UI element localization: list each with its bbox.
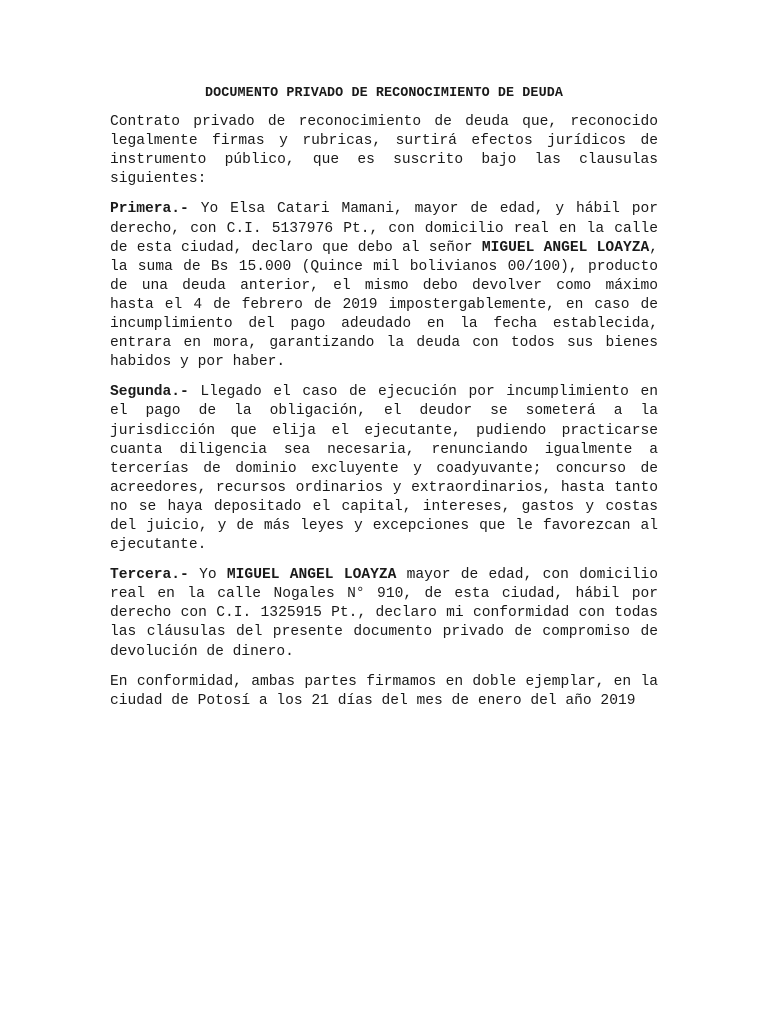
clause-segunda: [110, 383, 658, 555]
clause-primera-text-1: Yo Elsa Catari Mamani, mayor de edad, y hábil por derecho, con C.I. 5137976 Pt., con domicilio real en la calle de esta ciudad, declaro que debo al señor: [110, 201, 658, 256]
closing-paragraph: En conformidad, ambas partes firmamos en doble ejemplar, en la ciudad de Potosí a los 21 días del mes de enero del año 2019: [110, 673, 658, 709]
clause-tercera-text-1: Yo: [188, 567, 227, 584]
clause-tercera-text-2: mayor de edad, con domicilio real en la calle Nogales N° 910, de esta ciudad, hábil por derecho con C.I. 1325915 Pt., declaro mi conformidad con todas las cláusulas del presente documento privado de compromiso de devolución de dinero.: [110, 567, 658, 660]
document-title: DOCUMENTO PRIVADO DE RECONOCIMIENTO DE DEUDA: [205, 86, 563, 101]
creditor-name-tercera: MIGUEL ANGEL LOAYZA: [226, 567, 397, 584]
creditor-name: MIGUEL ANGEL LOAYZA: [481, 239, 650, 256]
clause-tercera: [110, 566, 658, 661]
clause-segunda-label: Segunda.-: [110, 384, 189, 401]
intro-paragraph: Contrato privado de reconocimiento de deuda que, reconocido legalmente firmas y rubricas, surtirá efectos jurídicos de instrumento público, que es suscrito bajo las clausulas siguientes:: [110, 114, 658, 188]
clause-primera-label: Primera.-: [110, 201, 189, 218]
clause-primera: [110, 200, 658, 372]
clause-primera-text-2: , la suma de Bs 15.000 (Quince mil bolivianos 00/100), producto de una deuda anterior, el mismo debo devolver como máximo hasta el 4 de febrero de 2019 impostergablemente, en caso de incumplimiento del pago adeudado en la fecha establecida, entrara en mora, garantizando la deuda con todos sus bienes habidos y por haber.: [110, 239, 658, 371]
clause-tercera-label: Tercera.-: [110, 567, 189, 584]
clause-segunda-text: Llegado el caso de ejecución por incumplimiento en el pago de la obligación, el deudor se someterá a la jurisdicción que elija el ejecutante, pudiendo practicarse cuanta diligencia sea necesaria, renunciando igualmente a tercerías de dominio excluyente y coadyuvante; concurso de acreedores, recursos ordinarios y extraordinarios, hasta tanto no se haya depositado el capital, intereses, gastos y costas del juicio, y de más leyes y excepciones que le favorezcan al ejecutante.: [110, 384, 658, 554]
document-page: [110, 84, 658, 722]
